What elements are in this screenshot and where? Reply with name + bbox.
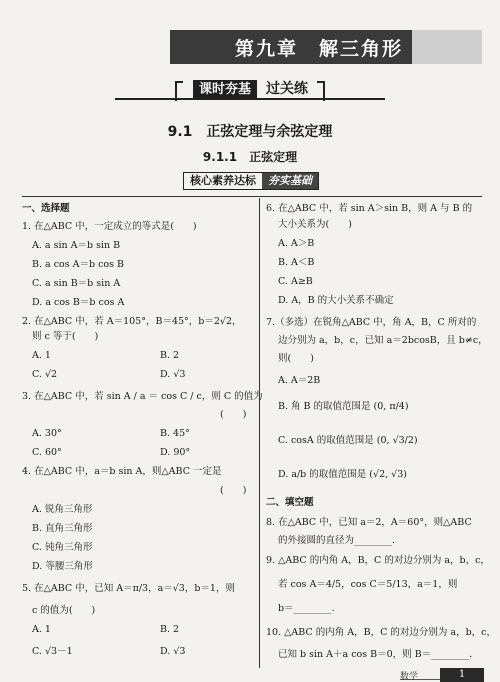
- option-2b: B. 2: [160, 350, 180, 361]
- question-3-paren: ( ): [220, 409, 247, 420]
- question-9-answer: b＝________.: [278, 603, 335, 614]
- question-2-cont: 则 c 等于( ): [32, 331, 99, 342]
- heading-fill: 二、填空题: [266, 497, 314, 508]
- option-7c: C. cosA 的取值范围是 (0, √3/2): [278, 435, 418, 446]
- option-4d: D. 等腰三角形: [32, 561, 93, 572]
- lesson-label: 课时夯基: [193, 80, 257, 99]
- badge-right: 夯实基础: [262, 173, 318, 189]
- section-badge: [183, 172, 319, 190]
- question-4: 4. 在△ABC 中，a＝b sin A，则△ABC 一定是: [22, 466, 222, 477]
- footer-subject: 数学: [400, 669, 440, 680]
- question-7: 7.（多选）在锐角△ABC 中，角 A，B，C 所对的: [266, 317, 477, 328]
- option-7b: B. 角 B 的取值范围是 (0, π/4): [278, 401, 409, 412]
- lesson-sublabel: 过关练: [266, 81, 308, 97]
- option-1a: A. a sin A＝b sin B: [32, 240, 121, 251]
- question-9: 9. △ABC 的内角 A，B，C 的对边分别为 a，b，c，: [266, 555, 490, 566]
- question-10: 10. △ABC 的内角 A，B，C 的对边分别为 a，b，c，: [266, 627, 496, 638]
- question-5: 5. 在△ABC 中，已知 A＝π/3，a＝√3，b＝1，则: [22, 583, 235, 594]
- question-4-paren: ( ): [220, 485, 247, 496]
- option-3c: C. 60°: [32, 447, 62, 458]
- option-4b: B. 直角三角形: [32, 523, 93, 534]
- option-3b: B. 45°: [160, 428, 190, 439]
- question-10-cont: 已知 b sin A＋a cos B＝0，则 B＝________.: [278, 649, 473, 660]
- chapter-banner-highlight: [412, 30, 482, 64]
- question-5-cont: c 的值为( ): [32, 605, 96, 616]
- question-7-cont: 边分别为 a，b，c，已知 a＝2bcosB，且 b≠c，: [278, 335, 488, 346]
- option-6c: C. A≥B: [278, 276, 313, 287]
- section-subtitle: 9.1.1 正弦定理: [202, 150, 298, 164]
- question-1: 1. 在△ABC 中，一定成立的等式是( ): [22, 221, 197, 232]
- option-2d: D. √3: [160, 369, 186, 380]
- option-7a: A. A＝2B: [278, 375, 321, 386]
- bracket-left: [175, 81, 183, 101]
- option-2a: A. 1: [32, 350, 51, 361]
- bracket-right: [317, 81, 325, 101]
- option-4c: C. 钝角三角形: [32, 542, 93, 553]
- option-6b: B. A＜B: [278, 257, 315, 268]
- option-5c: C. √3－1: [32, 646, 73, 657]
- question-6-cont: 大小关系为( ): [278, 219, 352, 230]
- option-1b: B. a cos A＝b cos B: [32, 259, 125, 270]
- content-top-rule: [22, 196, 482, 197]
- option-2c: C. √2: [32, 369, 58, 380]
- question-3: 3. 在△ABC 中，若 sin A / a ＝ cos C / c，则 C 的值为: [22, 391, 263, 402]
- left-column: [22, 203, 263, 673]
- heading-choice: 一、选择题: [22, 203, 70, 214]
- right-column: [266, 203, 496, 673]
- question-8-cont: 的外接圆的直径为________.: [278, 535, 396, 546]
- option-5b: B. 2: [160, 624, 180, 635]
- option-3d: D. 90°: [160, 447, 191, 458]
- question-2: 2. 在△ABC 中，若 A＝105°，B＝45°，b＝2√2，: [22, 316, 242, 327]
- question-8: 8. 在△ABC 中，已知 a＝2，A＝60°，则△ABC: [266, 517, 472, 528]
- option-6d: D. A，B 的大小关系不确定: [278, 295, 394, 306]
- column-divider: [259, 198, 260, 668]
- option-7d: D. a/b 的取值范围是 (√2, √3): [278, 469, 407, 480]
- question-6: 6. 在△ABC 中，若 sin A＞sin B，则 A 与 B 的: [266, 203, 473, 214]
- badge-left: 核心素养达标: [190, 174, 256, 187]
- chapter-title: 第九章 解三角形: [235, 38, 404, 60]
- section-title: 9.1 正弦定理与余弦定理: [167, 124, 333, 140]
- page-number: 1: [440, 668, 484, 682]
- option-5a: A. 1: [32, 624, 51, 635]
- option-3a: A. 30°: [32, 428, 62, 439]
- question-7-cont2: 则( ): [278, 353, 314, 364]
- option-4a: A. 锐角三角形: [32, 504, 93, 515]
- option-1c: C. a sin B＝b sin A: [32, 278, 121, 289]
- option-6a: A. A＞B: [278, 238, 315, 249]
- question-9-cont: 若 cos A＝4/5，cos C＝5/13，a＝1，则: [278, 579, 458, 590]
- option-1d: D. a cos B＝b cos A: [32, 297, 125, 308]
- option-5d: D. √3: [160, 646, 186, 657]
